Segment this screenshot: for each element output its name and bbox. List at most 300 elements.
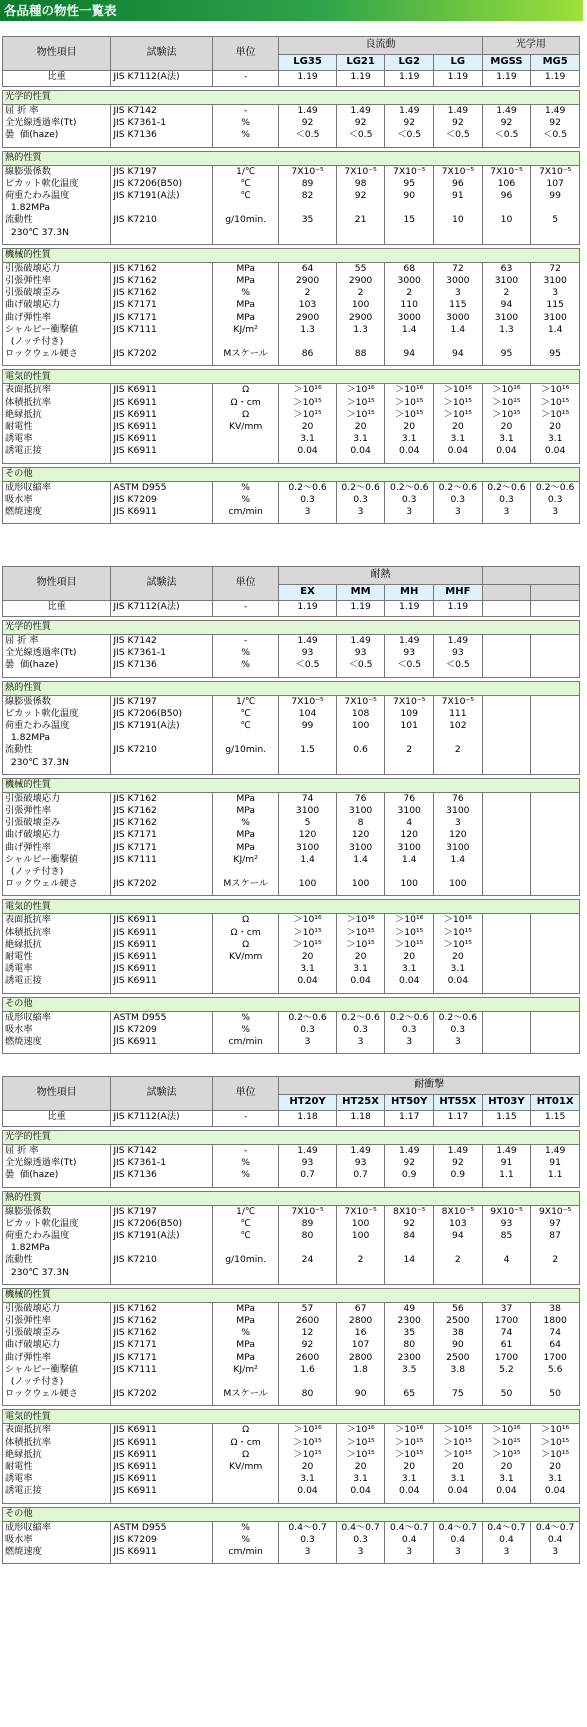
value-column (531, 1302, 580, 1406)
section-header (3, 1131, 580, 1145)
section-header-row (3, 91, 580, 105)
section-header-text: 電気的性質 (5, 900, 51, 912)
header-row (3, 1077, 580, 1095)
header-method-text: 試験法 (146, 1087, 177, 1099)
method-values (111, 914, 213, 993)
header-unit-text: 単位 (235, 577, 256, 589)
unit-values (212, 1302, 278, 1406)
value-column-text: 1.49 93 0.7 (297, 1145, 318, 1181)
value-column (279, 1011, 336, 1054)
value-column (385, 165, 434, 244)
header-item (3, 567, 111, 601)
section-header (3, 900, 580, 914)
unit-values (213, 914, 279, 993)
group-header (482, 567, 579, 585)
section-header-text: 機械的性質 (5, 779, 51, 791)
value-column-text: 7X10⁻⁵ 107 99 5 (538, 165, 572, 226)
section-body-row (3, 914, 580, 993)
section-header-row (3, 900, 580, 914)
value-column-text: 0.2～0.6 0.3 3 (390, 1011, 429, 1047)
value-column (385, 1302, 434, 1406)
method-values (111, 165, 213, 244)
value-column-text: 7X10⁻⁵ 96 91 10 (441, 165, 475, 226)
section-header-row (3, 370, 580, 384)
section-header-text: 光学的性質 (5, 91, 51, 103)
grade-header-text: LG35 (293, 56, 322, 68)
section-header (3, 1191, 580, 1205)
value-column-text: 1.49 93 ＜0.5 (445, 635, 470, 671)
section-header-row (3, 1191, 580, 1205)
section-body-row (3, 1521, 580, 1564)
item-labels (3, 792, 111, 896)
unit-values (213, 384, 279, 463)
value-column (531, 384, 580, 463)
grade-header-text: HT20Y (289, 1096, 326, 1108)
value-column-text: 7X10⁻⁵ 104 99 1.5 (291, 695, 324, 756)
gravity-value (482, 1111, 531, 1127)
unit-values (213, 695, 279, 774)
value-column-text: 1.49 91 1.1 (496, 1145, 517, 1181)
grade-header (385, 585, 434, 601)
value-column-text: 1.49 93 ＜0.5 (295, 635, 320, 671)
value-column-text: 1.49 92 ＜0.5 (494, 105, 519, 141)
value-column (385, 1424, 434, 1503)
item-labels (3, 1521, 111, 1564)
value-column-text: 7X10⁻⁵ 95 90 15 (393, 165, 426, 226)
section-body-row (3, 695, 580, 774)
gravity-value (482, 71, 531, 87)
section-body-row (3, 1145, 580, 1188)
table-row (3, 601, 580, 617)
value-column (531, 1145, 580, 1188)
gravity-method-text: JIS K7112(A法) (113, 71, 180, 82)
group-header-text: 耐衝撃 (414, 1079, 445, 1091)
value-column (434, 262, 483, 366)
value-column-text: 0.2～0.6 0.3 3 (487, 481, 526, 517)
value-column-text: 68 3000 2 110 3000 1.4 94 (397, 262, 421, 360)
value-column (482, 384, 531, 463)
value-column-text: 67 2800 16 107 2800 1.8 90 (348, 1302, 373, 1400)
value-column-text: ＞10¹⁶ ＞10¹⁵ ＞10¹⁵ 20 3.1 0.04 (293, 1424, 322, 1497)
section-header-row (3, 997, 580, 1011)
value-column (336, 165, 385, 244)
header-unit (212, 1077, 278, 1111)
method-values-text: JIS K7162 JIS K7162 JIS K7162 JIS K7171 JIS K7171 JIS K7111 JIS K7202 (113, 262, 157, 360)
gravity-value-text: 1.19 (297, 601, 318, 612)
value-column (482, 165, 531, 244)
gravity-label-text: 比重 (47, 1111, 66, 1122)
value-column (385, 262, 434, 366)
value-column (279, 1424, 336, 1503)
gravity-value (531, 1111, 580, 1127)
value-column-text: 1.49 91 1.1 (544, 1145, 566, 1181)
item-labels (3, 914, 111, 993)
unit-values-text: % % cm/min (228, 1521, 263, 1557)
group-header (279, 1077, 580, 1095)
grade-header-text: HT25X (342, 1096, 379, 1108)
value-column (336, 105, 385, 148)
method-values (111, 695, 213, 774)
value-column (385, 1011, 434, 1054)
value-column-text: 1.49 92 ＜0.5 (397, 105, 422, 141)
section-header (3, 91, 580, 105)
header-row (3, 567, 580, 585)
unit-values-text: MPa MPa % MPa MPa KJ/m² Mスケール (223, 792, 268, 890)
gravity-value (385, 1111, 434, 1127)
gravity-value (434, 601, 483, 617)
section-header-row (3, 778, 580, 792)
value-column-text: ＞10¹⁶ ＞10¹⁵ ＞10¹⁵ 20 3.1 0.04 (541, 1424, 570, 1497)
unit-values (212, 1521, 278, 1564)
gravity-value (434, 71, 483, 87)
item-labels (3, 481, 111, 524)
value-column (336, 1521, 385, 1564)
value-column (279, 165, 336, 244)
header-item-text: 物性項目 (36, 1087, 77, 1099)
method-values (111, 384, 213, 463)
value-column-text: 0.4～0.7 0.4 3 (438, 1521, 478, 1557)
value-column (385, 1521, 434, 1564)
gravity-method (111, 601, 213, 617)
gravity-value-text: 1.18 (350, 1111, 371, 1122)
value-column-text: ＞10¹⁶ ＞10¹⁵ ＞10¹⁵ 20 3.1 0.04 (492, 384, 521, 457)
value-column-text: 57 2600 12 92 2600 1.6 80 (295, 1302, 320, 1400)
item-labels-text: 表面抵抗率 体積抵抗率 絶縁抵抗 耐電性 誘電率 誘電正接 (5, 384, 51, 457)
value-column (482, 481, 531, 524)
unit-values (212, 1424, 278, 1503)
value-column (531, 262, 580, 366)
value-column-text: 1.49 93 ＜0.5 (397, 635, 422, 671)
value-column (531, 635, 580, 678)
value-column-text: 76 3100 8 120 3100 1.4 100 (348, 792, 373, 890)
grade-header-text: LG21 (346, 56, 375, 68)
value-column-text: 0.2～0.6 0.3 3 (438, 1011, 478, 1047)
grade-header (336, 585, 385, 601)
item-labels-text: 線膨張係数 ビカット軟化温度 荷重たわみ温度 1.82MPa 流動性 230℃ 37.3N (5, 1205, 79, 1278)
value-column (434, 1424, 483, 1503)
gravity-value-text: 1.19 (350, 601, 371, 612)
value-column-text: 0.4～0.7 0.3 3 (288, 1521, 327, 1557)
method-values (111, 1011, 213, 1054)
method-values-text: JIS K7162 JIS K7162 JIS K7162 JIS K7171 JIS K7171 JIS K7111 JIS K7202 (113, 1302, 157, 1400)
method-values (111, 1302, 213, 1406)
group-header (279, 567, 482, 585)
gravity-unit-text: - (243, 601, 248, 612)
method-values-text: JIS K7142 JIS K7361-1 JIS K7136 (113, 635, 167, 671)
value-column-text: 56 2500 38 90 2500 3.8 75 (446, 1302, 470, 1400)
method-values (111, 105, 213, 148)
unit-values (213, 165, 279, 244)
value-column-text: 7X10⁻⁵ 111 102 2 (441, 695, 475, 756)
value-column-text: 0.4～0.7 0.4 3 (487, 1521, 526, 1557)
value-column-text: 7X10⁻⁵ 89 80 24 (291, 1205, 324, 1266)
method-values (111, 1145, 213, 1188)
section-header (3, 151, 580, 165)
value-column (336, 1011, 385, 1054)
item-labels-text: 線膨張係数 ビカット軟化温度 荷重たわみ温度 1.82MPa 流動性 230℃ 37.3N (5, 695, 79, 768)
gravity-method (111, 1111, 213, 1127)
group-header-text: 耐熱 (370, 569, 391, 581)
grade-header-text: MG5 (542, 56, 568, 68)
grade-header (279, 585, 336, 601)
method-values-text: JIS K7197 JIS K7206(B50) JIS K7191(A法) JIS K7210 (113, 165, 183, 226)
grade-header-text: MH (400, 586, 419, 598)
value-column (434, 1011, 483, 1054)
method-values-text: ASTM D955 JIS K7209 JIS K6911 (113, 1011, 167, 1047)
unit-values (213, 1011, 279, 1054)
unit-values-text: - % % (241, 635, 251, 671)
value-column (336, 384, 385, 463)
value-column (434, 105, 483, 148)
item-labels (3, 165, 111, 244)
unit-values-text: Ω Ω・cm Ω KV/mm (229, 384, 263, 432)
gravity-method-text: JIS K7112(A法) (113, 1111, 180, 1122)
item-labels-text: 表面抵抗率 体積抵抗率 絶縁抵抗 耐電性 誘電率 誘電正接 (5, 914, 51, 987)
value-column (385, 635, 434, 678)
section-body-row (3, 1011, 580, 1054)
method-values (111, 262, 213, 366)
item-labels (3, 384, 111, 463)
gravity-value (482, 601, 531, 617)
value-column-text: 74 3100 5 120 3100 1.4 100 (295, 792, 320, 890)
value-column (531, 1011, 580, 1054)
value-column (531, 165, 580, 244)
section-body-row (3, 792, 580, 896)
section-header-text: 光学的性質 (5, 621, 51, 633)
item-labels-text: 屈 折 率 全光線透過率(Tt) 曇 価(haze) (5, 1145, 77, 1181)
value-column-text: 7X10⁻⁵ 108 100 0.6 (344, 695, 377, 756)
grade-header (434, 55, 483, 71)
grade-header (531, 585, 580, 601)
value-column-text: 1.49 92 ＜0.5 (445, 105, 470, 141)
value-column (531, 914, 580, 993)
gravity-value-text: 1.19 (447, 71, 469, 82)
value-column (279, 262, 336, 366)
gravity-label (3, 1111, 111, 1127)
gravity-value (531, 71, 580, 87)
grade-header (385, 55, 434, 71)
value-column (385, 695, 434, 774)
gravity-value-text: 1.18 (297, 1111, 318, 1122)
value-column-text: 8X10⁻⁵ 92 84 14 (393, 1205, 426, 1266)
unit-values-text: MPa MPa % MPa MPa KJ/m² Mスケール (223, 262, 268, 360)
value-column-text: 55 2900 2 100 2900 1.3 88 (348, 262, 373, 360)
header-unit-text: 単位 (235, 1087, 256, 1099)
value-column (482, 1205, 531, 1284)
value-column (336, 262, 385, 366)
section-header-row (3, 621, 580, 635)
section-header-row (3, 1507, 580, 1521)
value-column-text: 0.2～0.6 0.3 3 (535, 481, 575, 517)
value-column (385, 384, 434, 463)
method-values-text: JIS K6911 JIS K6911 JIS K6911 JIS K6911 JIS K6911 JIS K6911 (113, 1424, 157, 1497)
section-header-text: 熱的性質 (5, 1191, 42, 1203)
unit-values (213, 105, 279, 148)
header-item (3, 1077, 111, 1111)
value-column (434, 635, 483, 678)
gravity-label-text: 比重 (47, 601, 66, 612)
value-column (336, 695, 385, 774)
section-body-row (3, 262, 580, 366)
value-column-text: ＞10¹⁶ ＞10¹⁵ ＞10¹⁵ 20 3.1 0.04 (346, 1424, 375, 1497)
value-column-text: 72 3100 3 115 3100 1.4 95 (543, 262, 567, 360)
value-column-text: 64 2900 2 103 2900 1.3 86 (295, 262, 320, 360)
value-column (531, 792, 580, 896)
value-column (279, 1521, 336, 1564)
value-column-text: 1.49 92 ＜0.5 (348, 105, 373, 141)
item-labels (3, 262, 111, 366)
section-body-row (3, 481, 580, 524)
section-header (3, 778, 580, 792)
gravity-value (434, 1111, 483, 1127)
method-values-text: ASTM D955 JIS K7209 JIS K6911 (113, 481, 167, 517)
unit-values (212, 1145, 278, 1188)
value-column (434, 792, 483, 896)
gravity-value (531, 601, 580, 617)
grade-header (434, 1095, 483, 1111)
section-header-text: 機械的性質 (5, 249, 51, 261)
grade-header-text: HT01X (536, 1096, 574, 1108)
table-row (3, 71, 580, 87)
unit-values (212, 1205, 278, 1284)
value-column (385, 1205, 434, 1284)
value-column-text: 63 3100 2 94 3100 1.3 95 (494, 262, 519, 360)
section-body-row (3, 1424, 580, 1503)
value-column (279, 105, 336, 148)
value-column-text: ＞10¹⁶ ＞10¹⁵ ＞10¹⁵ 20 3.1 0.04 (443, 914, 472, 987)
section-header-text: 電気的性質 (5, 1410, 51, 1422)
section-body-row (3, 1302, 580, 1406)
grade-header (336, 1095, 385, 1111)
gravity-value-text: 1.17 (447, 1111, 469, 1122)
gravity-value-text: 1.15 (496, 1111, 517, 1122)
unit-values-text: % % cm/min (228, 1011, 263, 1047)
gravity-unit (213, 71, 279, 87)
section-header-text: その他 (5, 467, 33, 479)
unit-values (213, 635, 279, 678)
value-column-text: 0.2～0.6 0.3 3 (390, 481, 429, 517)
value-column (336, 635, 385, 678)
value-column-text: 0.4～0.7 0.4 3 (389, 1521, 429, 1557)
value-column-text: 38 1800 74 64 1700 5.6 50 (543, 1302, 567, 1400)
unit-values-text: 1/℃ ℃ ℃ g/10min. (225, 165, 267, 226)
section-header (3, 681, 580, 695)
value-column (385, 1145, 434, 1188)
gravity-value-text: 1.19 (544, 71, 566, 82)
section-header-text: その他 (5, 997, 33, 1009)
value-column-text: 7X10⁻⁵ 98 92 21 (344, 165, 377, 226)
header-method-text: 試験法 (146, 577, 177, 589)
grade-header (279, 1095, 336, 1111)
section-header-row (3, 1288, 580, 1302)
value-column-text: 37 1700 74 61 1700 5.2 50 (494, 1302, 519, 1400)
value-column-text: 7X10⁻⁵ 100 100 2 (344, 1205, 377, 1266)
value-column (482, 635, 531, 678)
value-column-text: ＞10¹⁶ ＞10¹⁵ ＞10¹⁵ 20 3.1 0.04 (541, 384, 570, 457)
value-column-text: ＞10¹⁶ ＞10¹⁵ ＞10¹⁵ 20 3.1 0.04 (492, 1424, 521, 1497)
value-column-text: 9X10⁻⁵ 93 85 4 (490, 1205, 523, 1266)
item-labels-text: 引張破壊応力 引張弾性率 引張破壊歪み 曲げ破壊応力 曲げ弾性率 シャルピー衝撃値 (ノッチ付き) ロックウェル硬さ (5, 262, 78, 360)
value-column (482, 262, 531, 366)
item-labels-text: 屈 折 率 全光線透過率(Tt) 曇 価(haze) (5, 105, 77, 141)
unit-values-text: Ω Ω・cm Ω KV/mm (228, 1424, 263, 1472)
value-column (385, 914, 434, 993)
header-item (3, 37, 111, 71)
header-item-text: 物性項目 (36, 47, 77, 59)
value-column-text: 49 2300 35 80 2300 3.5 65 (397, 1302, 421, 1400)
value-column (336, 914, 385, 993)
gravity-value-text: 1.19 (297, 71, 318, 82)
gravity-value (279, 1111, 336, 1127)
method-values-text: JIS K7162 JIS K7162 JIS K7162 JIS K7171 JIS K7171 JIS K7111 JIS K7202 (113, 792, 157, 890)
value-column (279, 792, 336, 896)
gravity-unit (212, 1111, 278, 1127)
value-column (434, 165, 483, 244)
section-body-row (3, 635, 580, 678)
method-values-text: JIS K6911 JIS K6911 JIS K6911 JIS K6911 JIS K6911 JIS K6911 (113, 384, 157, 457)
value-column (279, 695, 336, 774)
gravity-method (111, 71, 213, 87)
item-labels (3, 1302, 111, 1406)
value-column (336, 1424, 385, 1503)
value-column (279, 1302, 336, 1406)
gravity-value (279, 601, 336, 617)
value-column-text: 1.49 93 ＜0.5 (348, 635, 373, 671)
item-labels (3, 105, 111, 148)
section-header-row (3, 248, 580, 262)
group-header (279, 37, 482, 55)
item-labels-text: 屈 折 率 全光線透過率(Tt) 曇 価(haze) (5, 635, 77, 671)
item-labels (3, 1011, 111, 1054)
method-values (111, 792, 213, 896)
value-column (531, 481, 580, 524)
item-labels-text: 成形収縮率 吸水率 燃焼速度 (5, 481, 51, 517)
grade-header-text: LG2 (398, 56, 420, 68)
method-values-text: JIS K7197 JIS K7206(B50) JIS K7191(A法) JIS K7210 (113, 695, 183, 756)
gravity-unit (213, 601, 279, 617)
header-method-text: 試験法 (146, 47, 177, 59)
value-column (434, 1302, 483, 1406)
unit-values-text: Ω Ω・cm Ω KV/mm (229, 914, 263, 962)
value-column-text: 0.2～0.6 0.3 3 (288, 1011, 327, 1047)
value-column-text: 72 3000 3 115 3000 1.4 94 (446, 262, 470, 360)
section-body-row (3, 384, 580, 463)
value-column-text: 76 3100 4 120 3100 1.4 100 (397, 792, 421, 890)
unit-values-text: 1/℃ ℃ ℃ g/10min. (225, 1205, 267, 1266)
value-column-text: ＞10¹⁶ ＞10¹⁵ ＞10¹⁵ 20 3.1 0.04 (395, 384, 424, 457)
section-body-row (3, 105, 580, 148)
item-labels-text: 線膨張係数 ビカット軟化温度 荷重たわみ温度 1.82MPa 流動性 230℃ 37.3N (5, 165, 79, 238)
section-header (3, 467, 580, 481)
property-table-3 (2, 1076, 580, 1564)
gravity-value-text: 1.19 (350, 71, 371, 82)
gravity-value (336, 601, 385, 617)
unit-values (213, 262, 279, 366)
value-column (336, 1205, 385, 1284)
gravity-value-text: 1.15 (544, 1111, 566, 1122)
value-column (434, 384, 483, 463)
grade-header (279, 55, 336, 71)
gravity-value (279, 71, 336, 87)
section-header (3, 621, 580, 635)
grade-header (482, 1095, 531, 1111)
value-column-text: ＞10¹⁶ ＞10¹⁵ ＞10¹⁵ 20 3.1 0.04 (346, 384, 375, 457)
method-values (111, 1424, 213, 1503)
value-column-text: 1.49 92 ＜0.5 (295, 105, 320, 141)
section-header-text: 光学的性質 (5, 1131, 51, 1143)
value-column-text: 0.2～0.6 0.3 3 (288, 481, 327, 517)
value-column-text: 7X10⁻⁵ 89 82 35 (291, 165, 324, 226)
